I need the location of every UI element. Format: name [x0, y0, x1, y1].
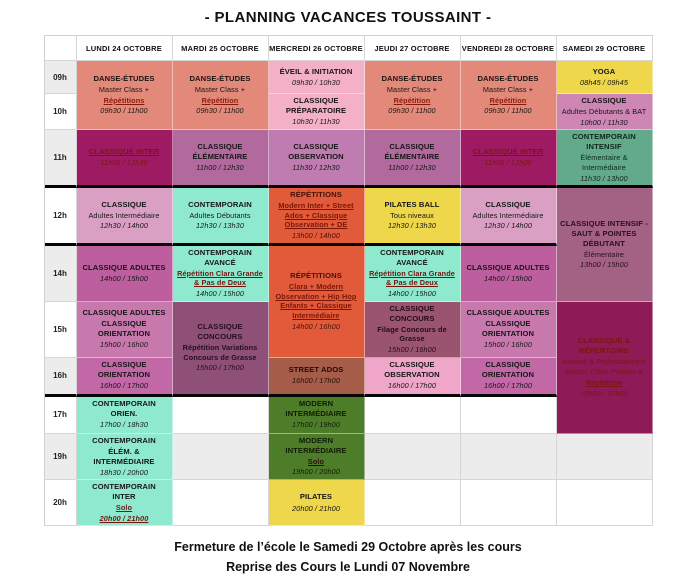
cell-line: Répétition — [201, 95, 239, 105]
cell-line: 08h45 / 09h45 — [580, 77, 628, 87]
cell-line: Adultes Débutants & BAT — [561, 107, 647, 117]
cell-line: CLASSIQUE INTENSIF - SAUT & POINTES DÉBUTANT — [560, 218, 648, 248]
cell-content — [269, 269, 364, 333]
cell-line: ÉLÉM. & INTERMÉDIAIRE — [93, 446, 155, 466]
cell-line: Adultes Intermédiaire — [472, 210, 544, 220]
cell-content — [173, 246, 268, 301]
time-label-16h: 16h — [45, 358, 77, 397]
cell-content — [77, 480, 172, 525]
cell-line: Répétition Variations Concours de Grasse — [182, 343, 258, 362]
cell-line: CLASSIQUE CONCOURS — [389, 303, 435, 323]
cell-content — [461, 198, 556, 233]
cell-line: Master Class + — [194, 85, 246, 95]
cell-line: 09h30 / 11h00 — [388, 106, 436, 116]
cell-line: CLASSIQUE ADULTES — [466, 262, 550, 272]
cell-line: CLASSIQUE ORIENTATION — [97, 360, 151, 380]
empty-cell — [365, 480, 461, 526]
cell-line: Master Class + — [98, 85, 150, 95]
cell-line: 15h00 / 16h00 — [388, 344, 436, 354]
schedule-cell — [269, 434, 365, 481]
schedule-cell — [461, 246, 557, 302]
cell-line: 11h00 / 12h00 — [484, 158, 532, 168]
cell-line: CLASSIQUE ÉLÉMENTAIRE — [192, 142, 248, 162]
cell-line: Répétition Clara Grande & Pas de Deux — [369, 268, 455, 288]
cell-line: RÉPÉTITIONS — [290, 271, 342, 281]
empty-cell — [461, 480, 557, 526]
cell-line: 10h00 / 11h30 — [580, 117, 628, 127]
cell-line: DANSE-ÉTUDES — [381, 74, 443, 84]
schedule-cell — [461, 61, 557, 130]
cell-line: 13h00 / 14h00 — [292, 231, 340, 241]
time-label-11h: 11h — [45, 130, 77, 188]
cell-line: 17h00 / 19h00 — [292, 420, 340, 430]
cell-content — [365, 72, 460, 118]
cell-line: CLASSIQUE — [101, 199, 147, 209]
cell-content — [77, 434, 172, 480]
cell-line: 11h30 / 13h00 — [580, 173, 628, 183]
empty-cell — [557, 480, 653, 526]
cell-line: CLASSIQUE ORIENTATION — [97, 319, 151, 339]
cell-line: CLASSIQUE ADULTES — [466, 308, 550, 318]
cell-content — [461, 306, 556, 352]
cell-content — [365, 246, 460, 301]
schedule-cell — [269, 61, 365, 94]
cell-line: CLASSIQUE ADULTES — [82, 262, 166, 272]
cell-line: Master Class + — [482, 85, 534, 95]
schedule-cell — [77, 358, 173, 397]
cell-line: MODERN INTERMÉDIAIRE — [285, 435, 347, 455]
cell-content — [557, 130, 652, 185]
footer-note — [0, 538, 696, 577]
cell-content — [461, 72, 556, 118]
schedule-cell — [557, 61, 653, 94]
cell-content — [77, 198, 172, 233]
empty-cell — [365, 397, 461, 434]
schedule-cell — [269, 480, 365, 526]
empty-cell — [173, 434, 269, 481]
cell-line: CONTEMPORAIN ORIEN. — [92, 399, 156, 419]
cell-content — [557, 94, 652, 129]
cell-content — [365, 140, 460, 175]
cell-line: YOGA — [592, 66, 616, 76]
cell-line: 14h00 / 15h00 — [100, 273, 148, 283]
cell-line: CONTEMPORAIN INTENSIF — [572, 132, 636, 152]
schedule-cell — [365, 130, 461, 188]
cell-line: CLASSIQUE PRÉPARATOIRE — [285, 96, 347, 116]
cell-line: 16h00 / 17h00 — [388, 381, 436, 391]
day-header-3: JEUDI 27 OCTOBRE — [365, 36, 461, 61]
cell-content — [269, 94, 364, 129]
cell-content — [365, 302, 460, 357]
time-label-12h: 12h — [45, 188, 77, 246]
cell-line: PILATES BALL — [384, 199, 440, 209]
cell-content — [365, 198, 460, 233]
cell-line: 11h00 / 12h30 — [196, 163, 244, 173]
cell-line: CLASSIQUE CONCOURS — [197, 322, 243, 342]
schedule-cell — [461, 302, 557, 358]
schedule-cell — [269, 246, 365, 358]
schedule-cell — [365, 61, 461, 130]
schedule-cell — [461, 130, 557, 188]
cell-line: DANSE-ÉTUDES — [477, 74, 539, 84]
cell-line: 15h00 / 16h00 — [100, 340, 148, 350]
page-title: - PLANNING VACANCES TOUSSAINT - — [204, 9, 492, 26]
cell-content — [173, 198, 268, 233]
empty-cell — [557, 434, 653, 481]
cell-content — [365, 358, 460, 393]
cell-line: Avancé & Professionnels — [562, 356, 646, 366]
cell-line: ÉVEIL & INITIATION — [279, 66, 353, 76]
cell-content — [461, 358, 556, 393]
schedule-cell — [269, 358, 365, 397]
cell-line: CLASSIQUE & RÉPERTOIRE — [577, 335, 631, 355]
cell-line: PILATES — [299, 492, 333, 502]
corner-cell — [45, 36, 77, 61]
schedule-cell — [365, 358, 461, 397]
cell-line: Filage Concours de Grasse — [377, 324, 447, 344]
cell-line: 15h00 / 17h00 — [196, 363, 244, 373]
day-header-0: LUNDI 24 OCTOBRE — [77, 36, 173, 61]
schedule-cell — [77, 61, 173, 130]
schedule-cell — [77, 302, 173, 358]
footer-line-2: Reprise des Cours le Lundi 07 Novembre — [226, 559, 470, 574]
cell-line: 09h30 / 11h00 — [484, 106, 532, 116]
day-header-4: VENDREDI 28 OCTOBRE — [461, 36, 557, 61]
cell-line: Répétition Clara Grande & Pas de Deux — [177, 268, 263, 288]
schedule-cell — [77, 397, 173, 434]
cell-line: Adultes Débutants — [189, 210, 251, 220]
cell-content — [269, 188, 364, 243]
schedule-cell — [461, 188, 557, 246]
empty-cell — [173, 480, 269, 526]
cell-content — [173, 72, 268, 118]
planning-table — [0, 35, 696, 526]
time-label-14h: 14h — [45, 246, 77, 302]
cell-content — [269, 65, 364, 90]
day-header-5: SAMEDI 29 OCTOBRE — [557, 36, 653, 61]
empty-cell — [461, 434, 557, 481]
cell-line: CLASSIQUE INTER — [472, 147, 544, 157]
schedule-cell — [269, 188, 365, 246]
schedule-cell — [365, 188, 461, 246]
cell-line: 10h30 / 11h30 — [292, 117, 340, 127]
cell-line: 12h30 / 14h00 — [100, 221, 148, 231]
cell-line: 09h30 / 10h30 — [292, 77, 340, 87]
empty-cell — [173, 397, 269, 434]
cell-line: Répétition — [489, 95, 527, 105]
schedule-cell — [173, 61, 269, 130]
cell-line: 12h30 / 14h00 — [484, 221, 532, 231]
cell-line: 14h00 / 15h00 — [484, 273, 532, 283]
schedule-cell — [365, 302, 461, 358]
day-header-2: MERCREDI 26 OCTOBRE — [269, 36, 365, 61]
cell-line: 13h00 / 15h00 — [580, 260, 628, 270]
schedule-cell — [77, 434, 173, 481]
cell-line: Master Class + — [386, 85, 438, 95]
schedule-cell — [365, 246, 461, 302]
cell-content — [557, 334, 652, 401]
cell-line: CLASSIQUE — [581, 96, 627, 105]
cell-line: 20h00 / 21h00 — [99, 513, 149, 523]
cell-content — [269, 434, 364, 479]
time-label-09h: 09h — [45, 61, 77, 94]
schedule-cell — [557, 188, 653, 301]
cell-line: CONTEMPORAIN AVANCÉ — [188, 247, 252, 267]
cell-content — [269, 363, 364, 388]
cell-line: 15h00 / 17h00 — [580, 388, 628, 398]
schedule-cell — [557, 94, 653, 130]
cell-line: 14h00 / 16h00 — [292, 321, 340, 331]
cell-line: 18h30 / 20h00 — [100, 467, 148, 477]
cell-line: 15h00 / 16h00 — [484, 340, 532, 350]
time-label-20h: 20h — [45, 480, 77, 526]
cell-line: Adultes Intermédiaire — [88, 210, 160, 220]
cell-content — [77, 397, 172, 432]
cell-line: CLASSIQUE ÉLÉMENTAIRE — [384, 142, 440, 162]
cell-line: RÉPÉTITIONS — [290, 190, 342, 200]
cell-line: 11h00 / 12h30 — [100, 158, 148, 168]
schedule-cell — [77, 130, 173, 188]
cell-line: CONTEMPORAIN INTER — [92, 482, 156, 502]
cell-line: STREET ADOS — [288, 365, 344, 375]
cell-content — [77, 72, 172, 118]
cell-line: Élémentaire & Intermédiaire — [580, 153, 628, 172]
schedule-grid — [44, 35, 653, 526]
cell-content — [173, 320, 268, 375]
cell-line: Tous niveaux — [390, 210, 434, 220]
schedule-cell — [557, 130, 653, 188]
cell-line: 19h00 / 20h00 — [292, 467, 340, 477]
time-label-15h: 15h — [45, 302, 77, 358]
empty-cell — [461, 397, 557, 434]
cell-line: CONTEMPORAIN AVANCÉ — [380, 247, 444, 267]
cell-line: 16h00 / 17h00 — [484, 381, 532, 391]
cell-content — [557, 65, 652, 90]
schedule-cell — [77, 246, 173, 302]
cell-content — [77, 145, 172, 170]
cell-line: CLASSIQUE ORIENTATION — [481, 319, 535, 339]
cell-line: CONTEMPORAIN — [188, 199, 252, 209]
cell-line: 14h00 / 15h00 — [196, 288, 244, 298]
cell-line: Répétitions — [103, 95, 145, 105]
cell-line: 09h30 / 11h00 — [100, 106, 148, 116]
time-label-10h: 10h — [45, 94, 77, 130]
cell-line: 12h30 / 13h30 — [196, 221, 244, 231]
cell-line: Master Class Pointes & — [564, 367, 644, 377]
cell-line: Répétition — [585, 378, 623, 388]
schedule-cell — [77, 480, 173, 526]
cell-line: MODERN INTERMÉDIAIRE — [285, 399, 347, 419]
cell-line: 11h00 / 12h30 — [388, 163, 436, 173]
cell-line: DANSE-ÉTUDES — [93, 74, 155, 84]
cell-content — [461, 261, 556, 286]
cell-line: 12h30 / 13h30 — [388, 221, 436, 231]
cell-line: CLASSIQUE ADULTES — [82, 308, 166, 318]
cell-line: DANSE-ÉTUDES — [189, 74, 251, 84]
cell-line: Clara + Modern Observation + Hip Hop Enfants + Classique Intermédiaire — [275, 282, 357, 320]
cell-content — [77, 261, 172, 286]
footer-line-1: Fermeture de l’école le Samedi 29 Octobre après les cours — [174, 540, 522, 555]
cell-line: Solo — [115, 503, 133, 513]
schedule-cell — [173, 302, 269, 397]
cell-line: CONTEMPORAIN — [92, 435, 156, 445]
schedule-cell — [269, 130, 365, 188]
empty-cell — [365, 434, 461, 481]
cell-line: 17h00 / 18h30 — [100, 420, 148, 430]
cell-content — [173, 140, 268, 175]
cell-line: 16h00 / 17h00 — [100, 381, 148, 391]
cell-line: Répétition — [393, 95, 431, 105]
cell-content — [269, 490, 364, 515]
cell-line: CLASSIQUE INTER — [88, 147, 160, 157]
schedule-cell — [461, 358, 557, 397]
cell-line: 14h00 / 15h00 — [388, 288, 436, 298]
cell-content — [557, 217, 652, 272]
schedule-cell — [269, 397, 365, 434]
cell-line: Solo — [307, 456, 325, 466]
cell-line: CLASSIQUE OBSERVATION — [384, 360, 440, 380]
day-header-1: MARDI 25 OCTOBRE — [173, 36, 269, 61]
schedule-cell — [77, 188, 173, 246]
cell-line: Élémentaire — [583, 249, 625, 259]
time-label-17h: 17h — [45, 397, 77, 434]
cell-content — [269, 397, 364, 432]
schedule-cell — [173, 188, 269, 246]
cell-line: CLASSIQUE — [485, 199, 531, 209]
cell-content — [461, 145, 556, 170]
cell-content — [77, 306, 172, 352]
schedule-cell — [173, 246, 269, 302]
cell-line: Modern Inter + Street Ados + Classique Observation + DE — [278, 201, 354, 230]
cell-line: 11h30 / 12h30 — [292, 163, 340, 173]
cell-content — [269, 140, 364, 175]
schedule-cell — [557, 302, 653, 434]
cell-line: CLASSIQUE ORIENTATION — [481, 360, 535, 380]
schedule-cell — [269, 94, 365, 130]
cell-line: CLASSIQUE OBSERVATION — [288, 142, 344, 162]
cell-line: 16h00 / 17h00 — [292, 376, 340, 386]
time-label-19h: 19h — [45, 434, 77, 481]
cell-line: 20h00 / 21h00 — [292, 503, 340, 513]
cell-line: 09h30 / 11h00 — [196, 106, 244, 116]
cell-content — [77, 358, 172, 393]
schedule-cell — [173, 130, 269, 188]
